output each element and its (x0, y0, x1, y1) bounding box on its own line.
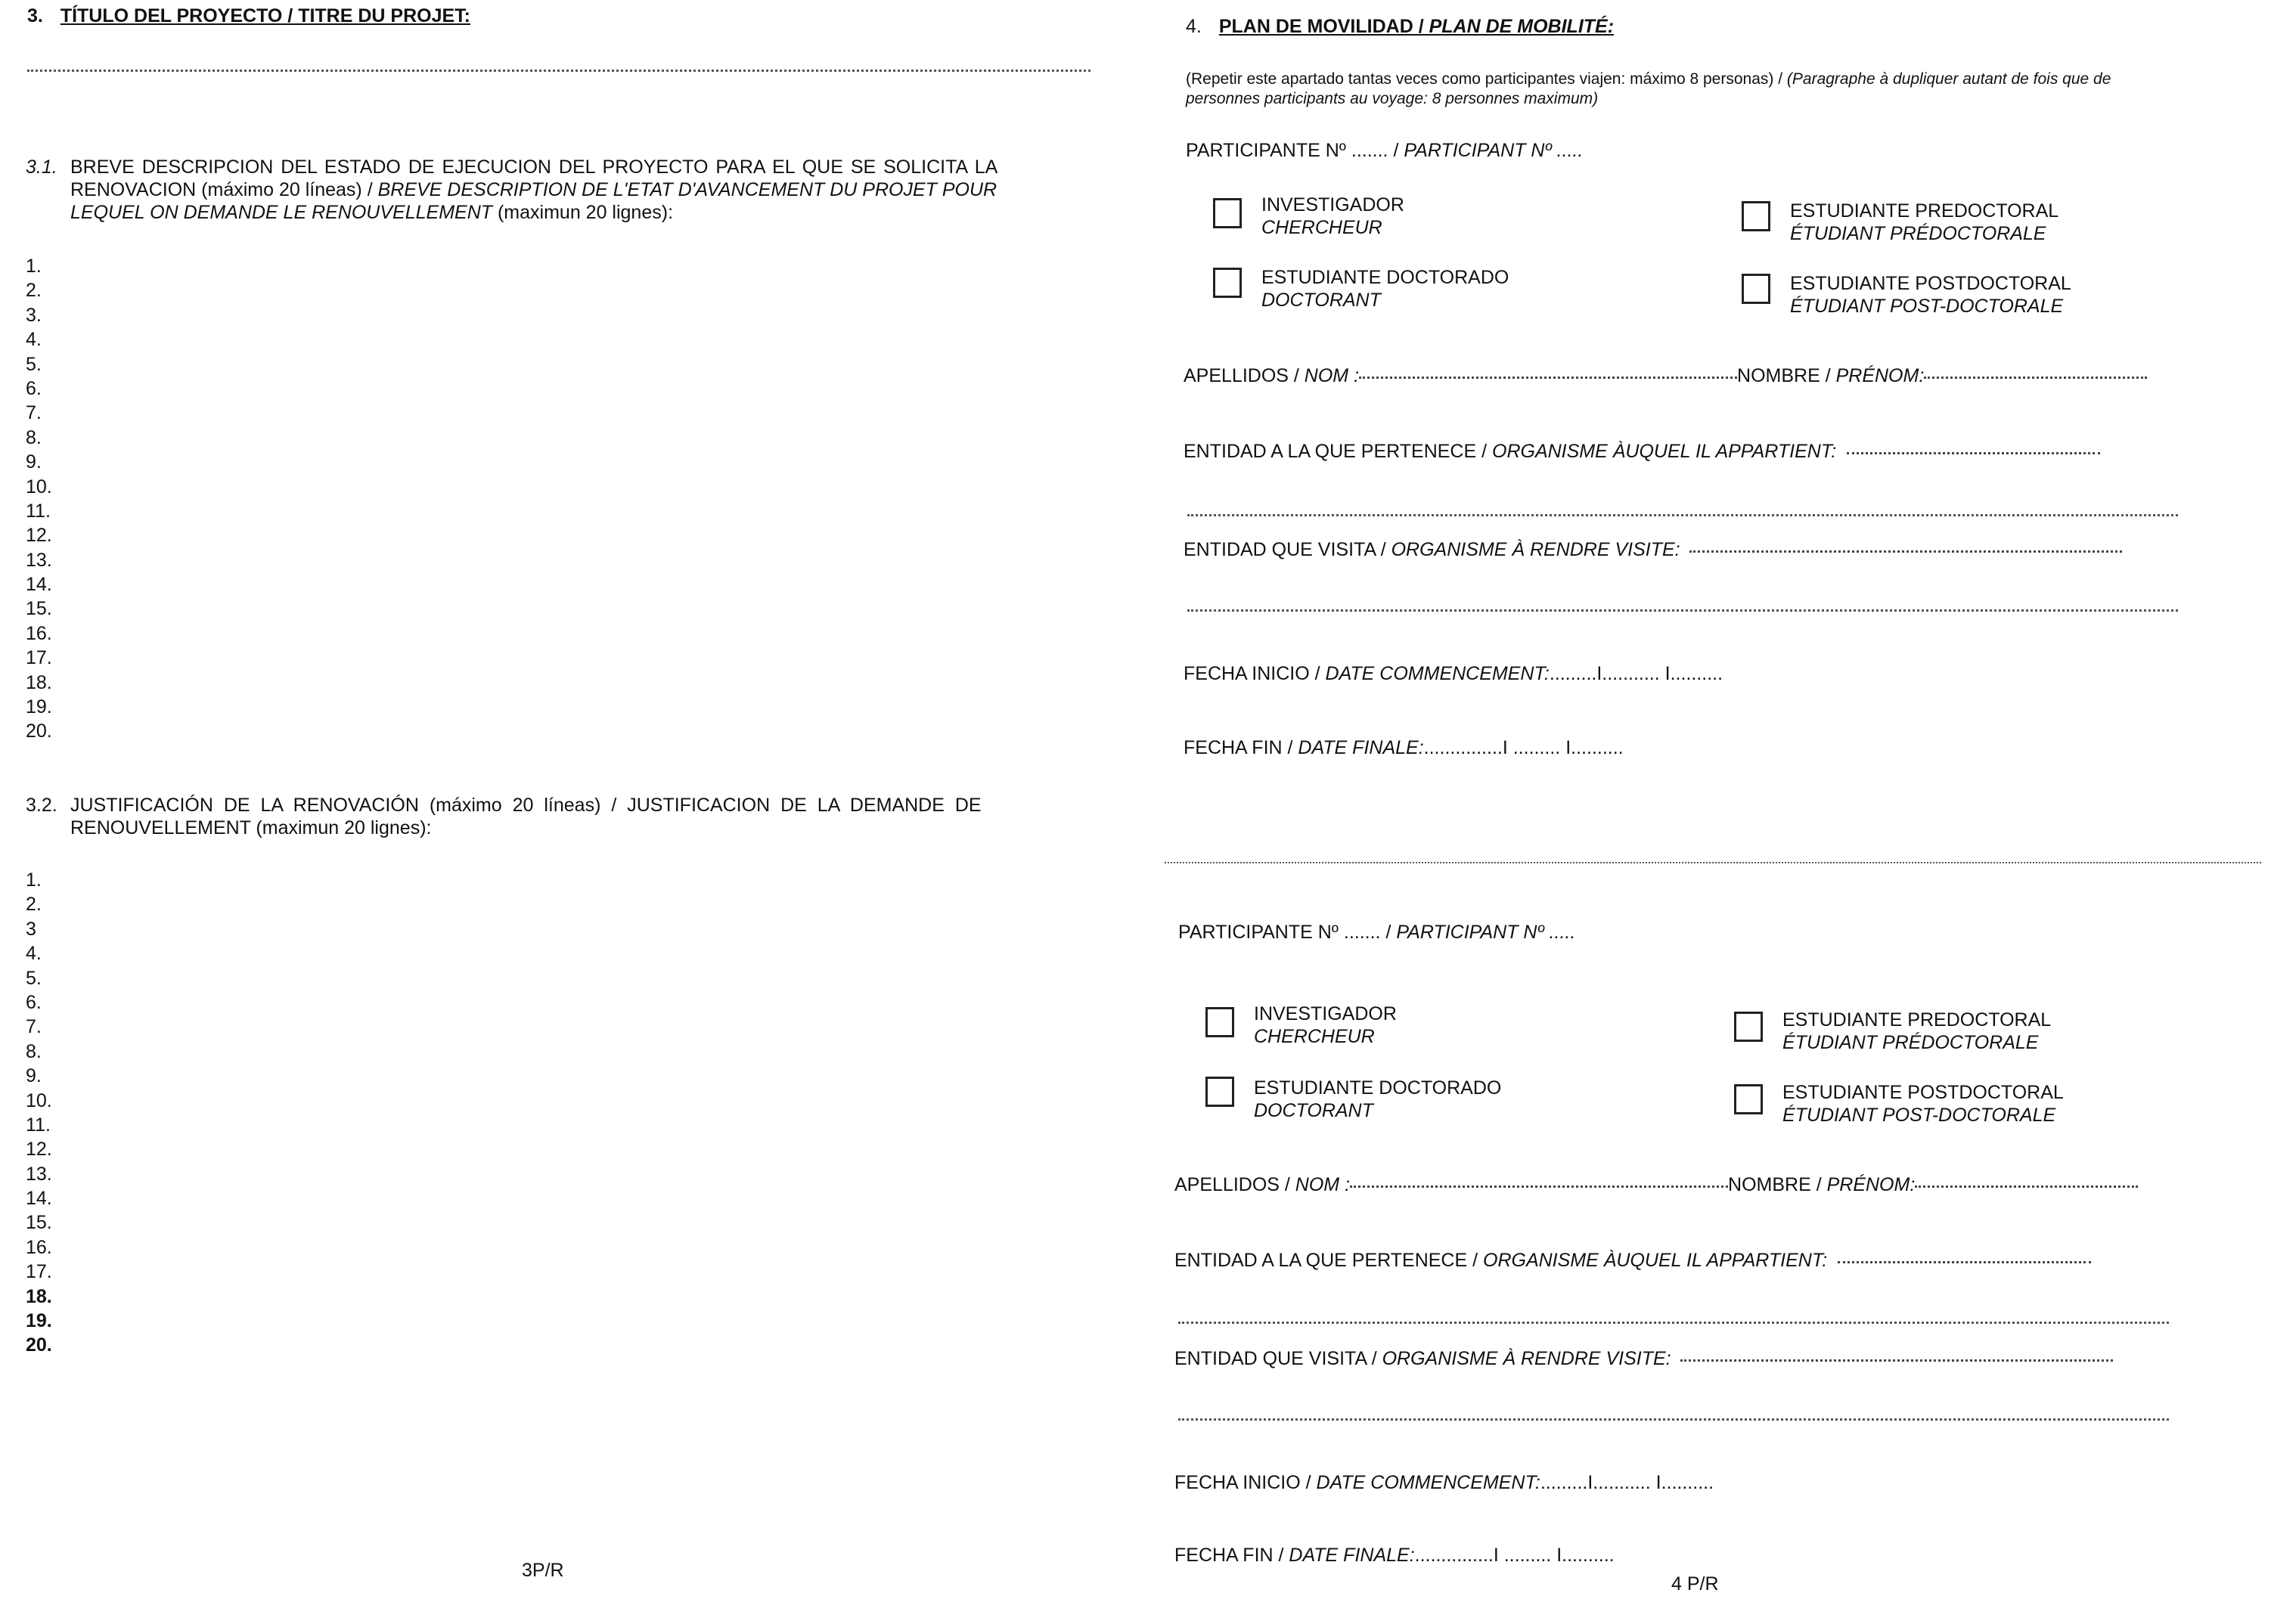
option-doctorado-label: ESTUDIANTE DOCTORADO DOCTORANT (1261, 267, 1509, 311)
option-investigador-label: INVESTIGADOR CHERCHEUR (1261, 194, 1404, 238)
checkbox-investigador[interactable] (1205, 1007, 1234, 1037)
option-predoctoral-label: ESTUDIANTE PREDOCTORAL ÉTUDIANT PRÉDOCTORALE (1790, 200, 2059, 244)
list-item: 14. (26, 574, 52, 596)
checkbox-investigador[interactable] (1213, 198, 1242, 228)
option-doctorado-label: ESTUDIANTE DOCTORADO DOCTORANT (1254, 1077, 1502, 1121)
list-item: 9. (26, 1065, 42, 1087)
option-postdoctoral-label: ESTUDIANTE POSTDOCTORAL ÉTUDIANT POST-DOCTORALE (1790, 273, 2071, 317)
fecha-inicio-field[interactable]: FECHA INICIO / DATE COMMENCEMENT:.........I........... I.......... (1184, 663, 1723, 684)
list-item: 4. (26, 943, 42, 965)
participant-separator (1165, 862, 2261, 863)
option-investigador-label: INVESTIGADOR CHERCHEUR (1254, 1003, 1397, 1047)
section-3-2-number: 3.2. (26, 795, 57, 816)
list-item: 12. (26, 525, 52, 547)
entidad-visita-field[interactable]: ENTIDAD QUE VISITA / ORGANISME À RENDRE VISITE: (1174, 1347, 2113, 1370)
section-4-title: PLAN DE MOVILIDAD / PLAN DE MOBILITÉ: (1218, 16, 1615, 37)
list-item: 6. (26, 377, 42, 399)
list-item: 16. (26, 622, 52, 644)
description-numbered-lines (26, 254, 52, 744)
apellidos-field[interactable]: APELLIDOS / NOM : NOMBRE / PRÉNOM: (1174, 1173, 2138, 1196)
list-item: 10. (26, 476, 52, 497)
section-3-1-line2: RENOVACION (máximo 20 líneas) / BREVE DESCRIPTION DE L'ETAT D'AVANCEMENT DU PROJET POUR (70, 179, 997, 200)
list-item: 13. (26, 1163, 52, 1185)
list-item: 17. (26, 647, 52, 669)
project-title-line[interactable] (27, 70, 1091, 72)
section-4-note (1186, 70, 2111, 109)
list-item: 20. (26, 721, 52, 742)
list-item: 9. (26, 451, 42, 473)
list-item: 1. (26, 869, 42, 891)
checkbox-estudiante-postdoctoral[interactable] (1742, 274, 1770, 304)
list-item: 11. (26, 500, 51, 522)
list-item: 3. (26, 304, 42, 326)
note-line-2: personnes participants au voyage: 8 personnes maximum) (1186, 90, 1599, 107)
checkbox-estudiante-predoctoral[interactable] (1734, 1012, 1763, 1042)
section-3-2-line2: RENOUVELLEMENT (maximun 20 lignes): (70, 817, 432, 838)
justification-numbered-lines (26, 868, 52, 1358)
option-postdoctoral-label: ESTUDIANTE POSTDOCTORAL ÉTUDIANT POST-DOCTORALE (1782, 1082, 2064, 1126)
checkbox-estudiante-predoctoral[interactable] (1742, 201, 1770, 231)
list-item: 6. (26, 991, 42, 1013)
checkbox-estudiante-postdoctoral[interactable] (1734, 1084, 1763, 1114)
note-line-1: (Repetir este apartado tantas veces como participantes viajen: máximo 8 personas) / (Paragraphe à dupliquer autant de fois que de (1186, 70, 2111, 88)
list-item: 16. (26, 1236, 52, 1258)
list-item: 7. (26, 1016, 42, 1038)
list-item: 3 (26, 918, 36, 940)
participant-number-label: PARTICIPANTE Nº ....... / PARTICIPANT Nº ..... (1178, 922, 1576, 943)
list-item: 15. (26, 1212, 52, 1234)
section-3-1-line3: LEQUEL ON DEMANDE LE RENOUVELLEMENT (maximun 20 lignes): (70, 202, 674, 223)
list-item: 18. (26, 671, 52, 693)
list-item: 20. (26, 1334, 52, 1356)
list-item: 14. (26, 1188, 52, 1210)
list-item: 2. (26, 894, 42, 916)
fecha-inicio-field[interactable]: FECHA INICIO / DATE COMMENCEMENT:.........I........... I.......... (1174, 1472, 1714, 1493)
section-number: 4. (1186, 16, 1202, 37)
entidad-visita-line-2[interactable] (1187, 609, 2178, 612)
checkbox-estudiante-doctorado[interactable] (1213, 268, 1242, 298)
section-3-heading (27, 5, 470, 27)
section-3-1-text (70, 156, 1106, 224)
list-item: 4. (26, 329, 42, 351)
fecha-fin-field[interactable]: FECHA FIN / DATE FINALE:...............I ......... I.......... (1184, 737, 1624, 758)
list-item: 8. (26, 1040, 42, 1062)
fecha-fin-field[interactable]: FECHA FIN / DATE FINALE:...............I ......... I.......... (1174, 1545, 1615, 1566)
section-3-2-line1: JUSTIFICACIÓN DE LA RENOVACIÓN (máximo 20 líneas) / JUSTIFICACION DE LA DEMANDE DE (70, 795, 982, 816)
section-3-1-number: 3.1. (26, 157, 57, 178)
list-item: 7. (26, 402, 42, 424)
checkbox-estudiante-doctorado[interactable] (1205, 1077, 1234, 1107)
entidad-pertenece-field[interactable]: ENTIDAD A LA QUE PERTENECE / ORGANISME ÀUQUEL IL APPARTIENT: (1174, 1249, 2091, 1272)
list-item: 10. (26, 1089, 52, 1111)
section-3-2-text (70, 794, 1106, 839)
entidad-pertenece-field[interactable]: ENTIDAD A LA QUE PERTENECE / ORGANISME ÀUQUEL IL APPARTIENT: (1184, 440, 2100, 463)
entidad-pertenece-line-2[interactable] (1178, 1322, 2169, 1324)
section-number: 3. (27, 5, 43, 26)
entidad-visita-line-2[interactable] (1178, 1418, 2169, 1421)
list-item: 18. (26, 1285, 52, 1307)
list-item: 1. (26, 256, 42, 277)
section-3-title: TÍTULO DEL PROYECTO / TITRE DU PROJET: (60, 5, 470, 26)
list-item: 2. (26, 280, 42, 302)
list-item: 8. (26, 426, 42, 448)
list-item: 17. (26, 1261, 52, 1283)
option-predoctoral-label: ESTUDIANTE PREDOCTORAL ÉTUDIANT PRÉDOCTORALE (1782, 1009, 2052, 1053)
participant-number-label: PARTICIPANTE Nº ....... / PARTICIPANT Nº ..... (1186, 140, 1584, 161)
list-item: 19. (26, 1310, 52, 1332)
entidad-visita-field[interactable]: ENTIDAD QUE VISITA / ORGANISME À RENDRE VISITE: (1184, 538, 2122, 561)
page-number-right: 4 P/R (1671, 1573, 1719, 1595)
list-item: 12. (26, 1139, 52, 1161)
list-item: 13. (26, 549, 52, 571)
list-item: 11. (26, 1114, 51, 1136)
page-number-left: 3P/R (522, 1560, 564, 1581)
list-item: 5. (26, 353, 42, 375)
apellidos-field[interactable]: APELLIDOS / NOM : NOMBRE / PRÉNOM: (1184, 364, 2147, 387)
list-item: 19. (26, 696, 52, 718)
entidad-pertenece-line-2[interactable] (1187, 514, 2178, 516)
list-item: 15. (26, 598, 52, 620)
list-item: 5. (26, 967, 42, 989)
section-4-heading (1186, 15, 1614, 38)
section-3-1-line1: BREVE DESCRIPCION DEL ESTADO DE EJECUCION DEL PROYECTO PARA EL QUE SE SOLICITA LA (70, 157, 998, 178)
